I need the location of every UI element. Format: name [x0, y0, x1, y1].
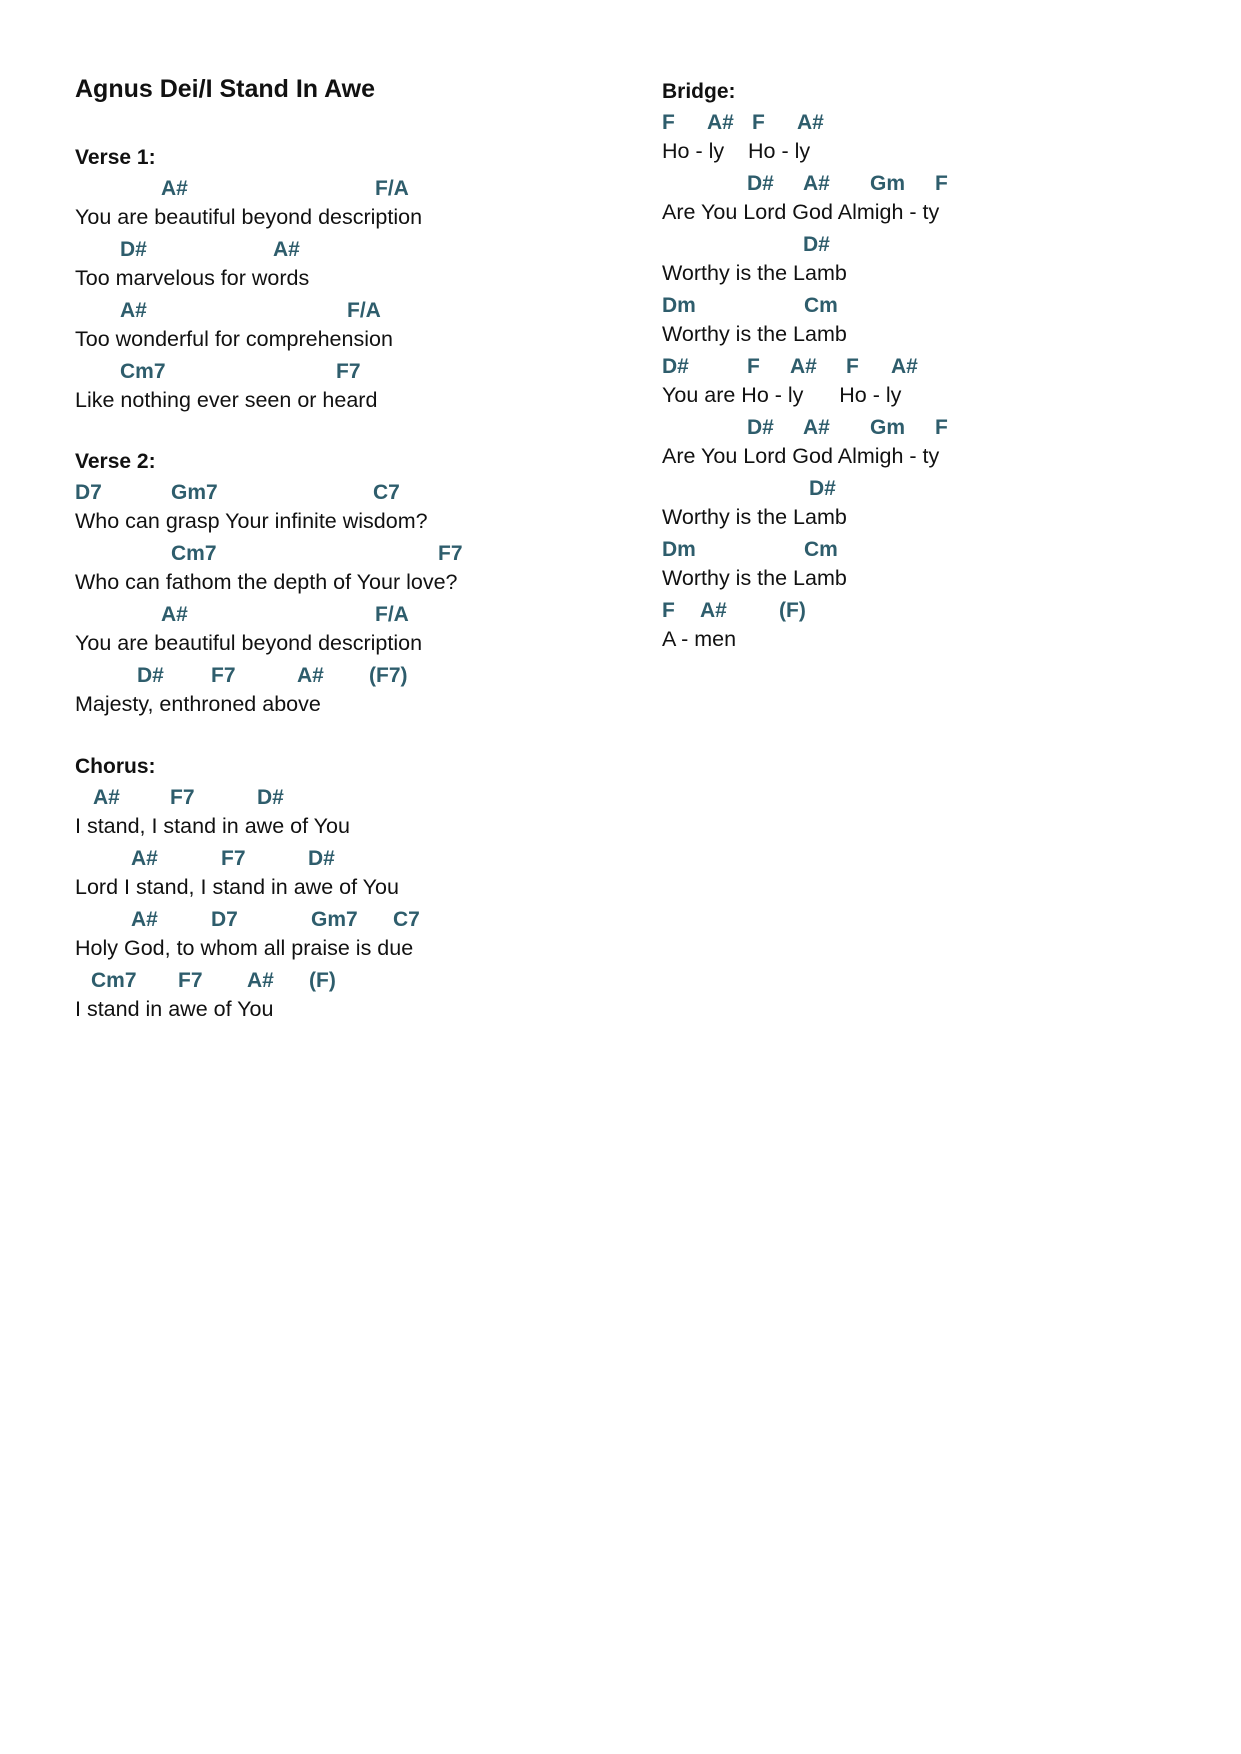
lyric-row	[662, 260, 1202, 286]
chord: (F)	[309, 969, 336, 992]
chord: D#	[803, 233, 830, 256]
lyric-line: Ho - ly Ho - ly	[662, 139, 811, 163]
chord-row	[75, 541, 635, 567]
lyric-line: Who can fathom the depth of Your love?	[75, 570, 458, 594]
chord: D#	[747, 172, 774, 195]
chord: F	[747, 355, 760, 378]
chord: F	[662, 599, 675, 622]
chord-row	[75, 176, 635, 202]
lyric-line: Worthy is the Lamb	[662, 261, 847, 285]
lyric-line: Who can grasp Your infinite wisdom?	[75, 509, 428, 533]
chord: D#	[257, 786, 284, 809]
chord-row	[75, 237, 635, 263]
chord: Dm	[662, 538, 696, 561]
chord: F7	[221, 847, 246, 870]
chord: A#	[707, 111, 734, 134]
chord: F7	[211, 664, 236, 687]
chord: A#	[93, 786, 120, 809]
chord-row	[75, 602, 635, 628]
lyric-line: Worthy is the Lamb	[662, 566, 847, 590]
lyric-line: You are beautiful beyond description	[75, 631, 423, 655]
chord-row	[75, 785, 635, 811]
chord: Gm7	[311, 908, 358, 931]
chord-row	[662, 476, 1202, 502]
chord: A#	[803, 172, 830, 195]
lyric-row	[75, 204, 635, 230]
lyric-line: Too marvelous for words	[75, 266, 310, 290]
lyric-row	[75, 569, 635, 595]
chord: F	[846, 355, 859, 378]
chord: A#	[120, 299, 147, 322]
chord: Gm	[870, 416, 906, 439]
chord: D#	[120, 238, 147, 261]
chord: A#	[797, 111, 824, 134]
lyric-row	[75, 691, 635, 717]
lyric-line: Are You Lord God Almigh - ty	[662, 200, 940, 224]
chord: Gm7	[171, 481, 218, 504]
chord: D#	[747, 416, 774, 439]
lyric-row	[662, 199, 1202, 225]
lyric-row	[75, 508, 635, 534]
chord: F/A	[375, 177, 409, 200]
chord: F/A	[347, 299, 381, 322]
section-heading: Verse 2:	[75, 450, 156, 473]
chord: F/A	[375, 603, 409, 626]
lyric-row	[75, 813, 635, 839]
chord: A#	[803, 416, 830, 439]
chord-row	[75, 907, 635, 933]
chord: Cm	[804, 294, 838, 317]
chord-row	[75, 298, 635, 324]
lyric-row	[662, 443, 1202, 469]
chord: (F)	[779, 599, 806, 622]
lyric-row	[75, 935, 635, 961]
lyric-line: You are Ho - ly Ho - ly	[662, 383, 902, 407]
chord: D#	[308, 847, 335, 870]
chord: D7	[211, 908, 238, 931]
chord: Cm7	[171, 542, 217, 565]
lyric-row	[75, 387, 635, 413]
chord-row	[75, 359, 635, 385]
chord: F	[752, 111, 765, 134]
chord: Cm7	[120, 360, 166, 383]
chord-row	[662, 293, 1202, 319]
lyric-line: I stand, I stand in awe of You	[75, 814, 350, 838]
lyric-row	[662, 382, 1202, 408]
lyric-row	[75, 265, 635, 291]
chord: D#	[662, 355, 689, 378]
chord: F7	[170, 786, 195, 809]
lyric-row	[75, 326, 635, 352]
chord: A#	[273, 238, 300, 261]
chord: F	[935, 416, 948, 439]
chord: D#	[137, 664, 164, 687]
lyric-line: I stand in awe of You	[75, 997, 274, 1021]
chord-row	[662, 232, 1202, 258]
lyric-line: Are You Lord God Almigh - ty	[662, 444, 940, 468]
chord: (F7)	[369, 664, 408, 687]
chord-row	[75, 480, 635, 506]
chord: Gm	[870, 172, 906, 195]
chord-row	[662, 598, 1202, 624]
lyric-line: Like nothing ever seen or heard	[75, 388, 378, 412]
lyric-line: Worthy is the Lamb	[662, 505, 847, 529]
lyric-line: Lord I stand, I stand in awe of You	[75, 875, 399, 899]
chord: A#	[131, 908, 158, 931]
chord: Dm	[662, 294, 696, 317]
lyric-row	[662, 138, 1202, 164]
song-title: Agnus Dei/I Stand In Awe	[75, 75, 376, 103]
chord: Cm7	[91, 969, 137, 992]
lyric-row	[75, 630, 635, 656]
lyric-row	[662, 565, 1202, 591]
lyric-row	[75, 874, 635, 900]
lyric-line: Too wonderful for comprehension	[75, 327, 393, 351]
lyric-line: Majesty, enthroned above	[75, 692, 321, 716]
chord: C7	[373, 481, 400, 504]
lyric-row	[75, 996, 635, 1022]
chord-row	[75, 663, 635, 689]
chord-row	[662, 354, 1202, 380]
chord: A#	[247, 969, 274, 992]
section-heading: Chorus:	[75, 755, 156, 778]
chord: F7	[178, 969, 203, 992]
chord: F7	[336, 360, 361, 383]
lyric-line: You are beautiful beyond description	[75, 205, 423, 229]
chord: A#	[131, 847, 158, 870]
lyric-line: Worthy is the Lamb	[662, 322, 847, 346]
chord: C7	[393, 908, 420, 931]
chord: Cm	[804, 538, 838, 561]
chord: A#	[790, 355, 817, 378]
chord: F	[935, 172, 948, 195]
chord-row	[75, 846, 635, 872]
chord-row	[662, 415, 1202, 441]
chord-row	[662, 537, 1202, 563]
lyric-row	[662, 504, 1202, 530]
chord: A#	[161, 603, 188, 626]
chord: F7	[438, 542, 463, 565]
chord-row	[75, 968, 635, 994]
chord: F	[662, 111, 675, 134]
chord: D7	[75, 481, 102, 504]
chord: A#	[161, 177, 188, 200]
lyric-line: A - men	[662, 627, 737, 651]
chord: D#	[809, 477, 836, 500]
lyric-row	[662, 626, 1202, 652]
section-heading: Verse 1:	[75, 146, 156, 169]
lyric-row	[662, 321, 1202, 347]
chord: A#	[700, 599, 727, 622]
section-heading: Bridge:	[662, 80, 736, 103]
chord-row	[662, 110, 1202, 136]
chord: A#	[297, 664, 324, 687]
chord-row	[662, 171, 1202, 197]
chord: A#	[891, 355, 918, 378]
lyric-line: Holy God, to whom all praise is due	[75, 936, 414, 960]
